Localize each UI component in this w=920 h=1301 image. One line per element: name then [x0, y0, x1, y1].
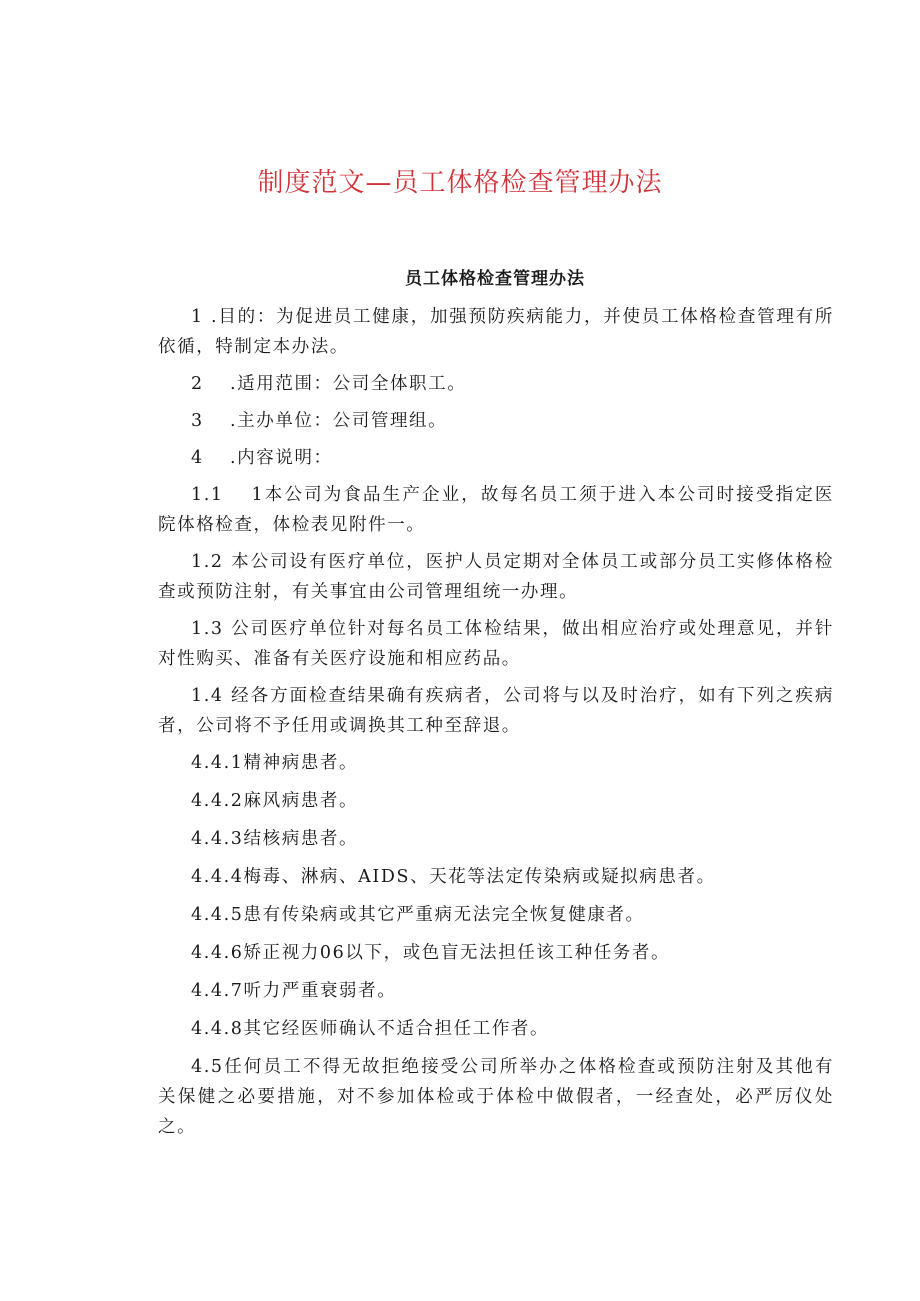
list-item: 4.4.8其它经医师确认不适合担任工作者。 — [191, 1019, 550, 1039]
document-title: 制度范文—员工体格检查管理办法 — [257, 168, 663, 198]
list-item: 4.4.7听力严重衰弱者。 — [191, 981, 397, 1001]
list-item: 4.4.5患有传染病或其它严重病无法完全恢复健康者。 — [191, 905, 645, 925]
list-item: 4.4.4梅毒、淋病、AIDS、天花等法定传染病或疑拟病患者。 — [191, 867, 716, 887]
paragraph-clause-1-1: 1.1 1本公司为食品生产企业，故每名员工须于进入本公司时接受指定医院体格检查，体检表见附件一。 — [158, 485, 834, 535]
paragraph-organizer: 3 .主办单位：公司管理组。 — [191, 411, 448, 431]
paragraph-content-heading: 4 .内容说明： — [191, 448, 333, 468]
document-subtitle: 员工体格检查管理办法 — [405, 269, 585, 289]
paragraph-clause-1-4: 1.4 经各方面检查结果确有疾病者，公司将与以及时治疗，如有下列之疾病者，公司将不予任用或调换其工种至辞退。 — [158, 686, 834, 736]
paragraph-purpose: 1 .目的：为促进员工健康，加强预防疾病能力，并使员工体格检查管理有所依循，特制定本办法。 — [158, 307, 834, 357]
list-item: 4.4.2麻风病患者。 — [191, 791, 359, 811]
document-body — [158, 302, 834, 1149]
paragraph-scope: 2 .适用范围：公司全体职工。 — [191, 374, 467, 394]
paragraph-clause-1-2: 1.2 本公司设有医疗单位，医护人员定期对全体员工或部分员工实修体格检查或预防注射，有关事宜由公司管理组统一办理。 — [158, 552, 834, 602]
list-item: 4.4.6矫正视力06以下，或色盲无法担任该工种任务者。 — [191, 943, 671, 963]
list-item: 4.4.1精神病患者。 — [191, 753, 359, 773]
paragraph-clause-4-5: 4.5任何员工不得无故拒绝接受公司所举办之体格检查或预防注射及其他有关保健之必要措施，对不参加体检或于体检中做假者，一经查处，必严厉仪处之。 — [158, 1057, 834, 1137]
list-item: 4.4.3结核病患者。 — [191, 829, 359, 849]
paragraph-clause-1-3: 1.3 公司医疗单位针对每名员工体检结果，做出相应治疗或处理意见，并针对性购买、准备有关医疗设施和相应药品。 — [158, 619, 834, 669]
